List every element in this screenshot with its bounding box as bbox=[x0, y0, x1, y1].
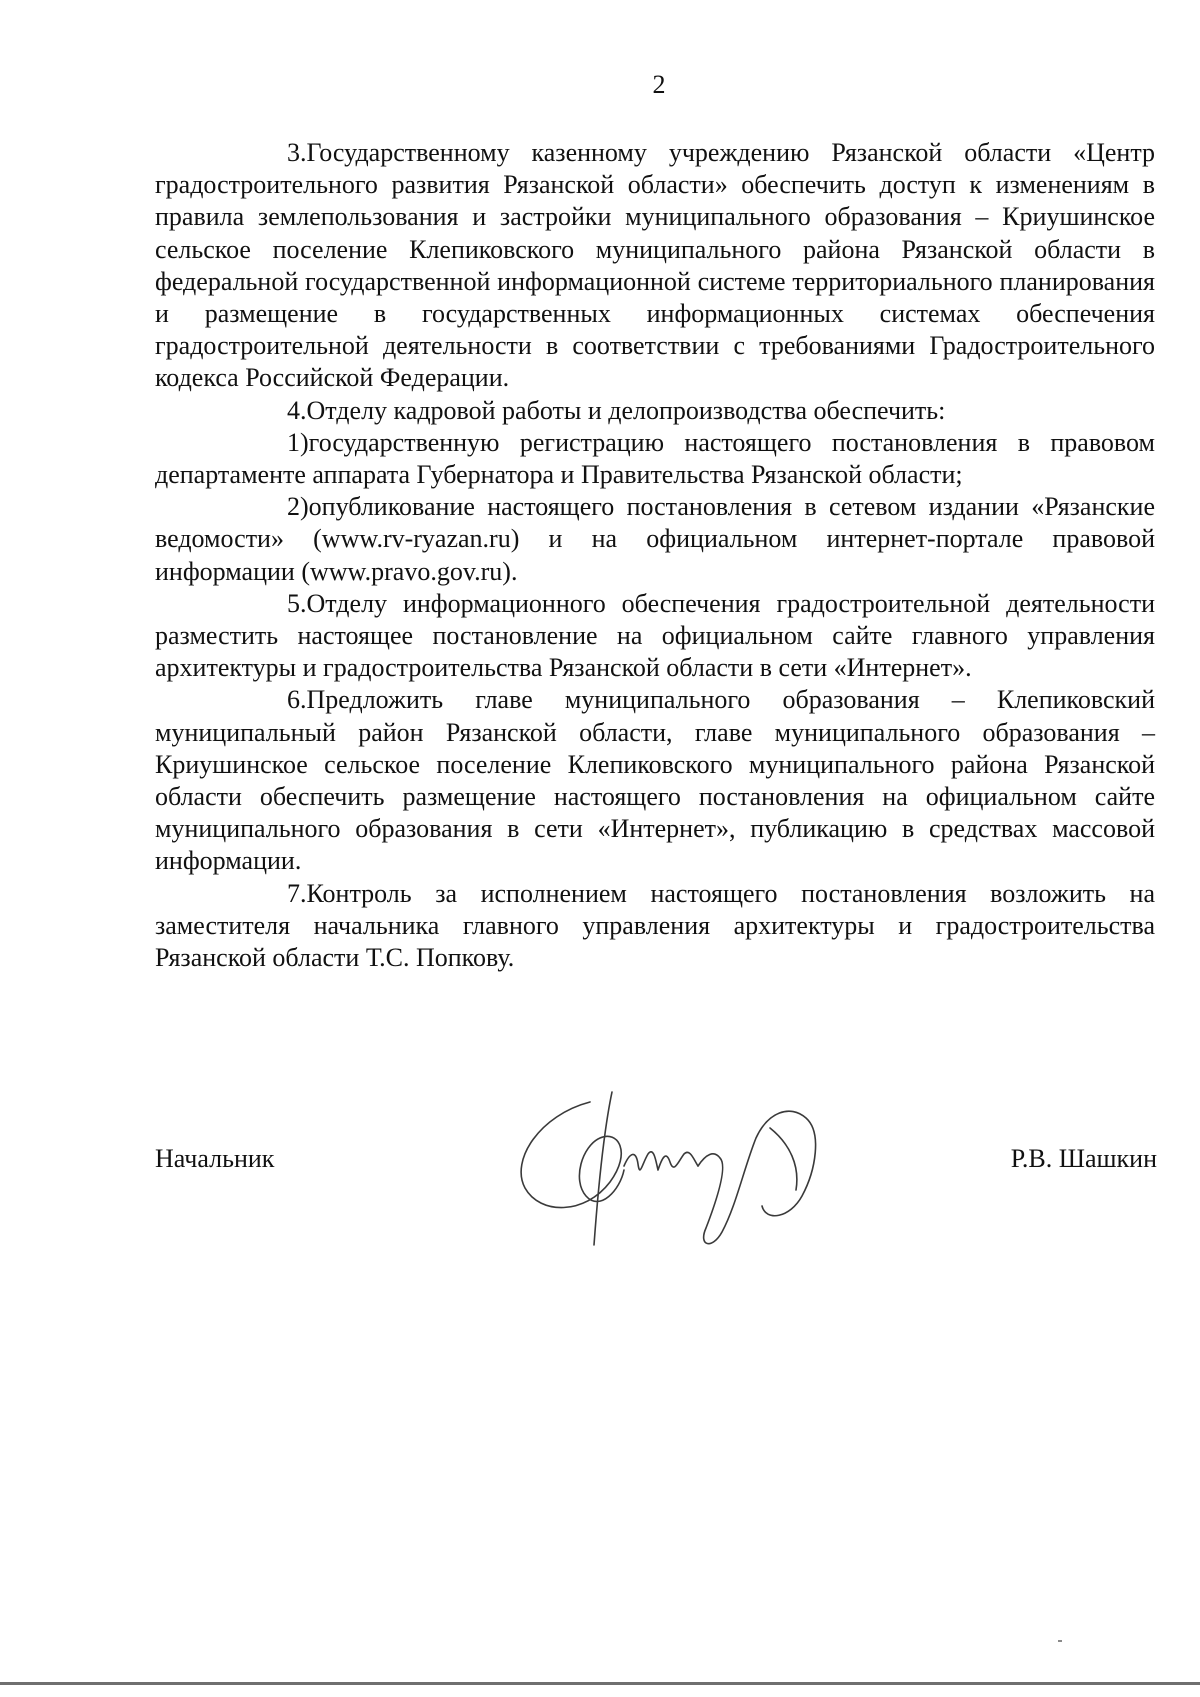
paragraph-number: 7. bbox=[287, 878, 307, 908]
page-number: 2 bbox=[652, 70, 666, 99]
signatory-title: Начальник bbox=[155, 1144, 275, 1173]
paragraph-number: 2) bbox=[287, 492, 309, 522]
paragraph-text: опубликование настоящего постановления в сетевом издании «Рязанские ведомости» (www.rv-ryazan.ru) и на официальном интернет-портале правовой информации (www.pravo.gov.ru). bbox=[155, 492, 1155, 586]
paragraph-number: 4. bbox=[287, 395, 307, 425]
paragraph-number: 1) bbox=[287, 427, 309, 457]
page-bottom-edge bbox=[0, 1682, 1200, 1685]
paragraph-3 bbox=[155, 137, 1155, 395]
paragraph-4-2 bbox=[155, 491, 1155, 588]
signatory-name: Р.В. Шашкин bbox=[1010, 1144, 1157, 1173]
paragraph-7 bbox=[155, 878, 1155, 975]
paragraph-number: 6. bbox=[287, 685, 307, 715]
paragraph-number: 3. bbox=[287, 138, 307, 167]
paragraph-5 bbox=[155, 588, 1155, 685]
paragraph-text: Отделу информационного обеспечения градостроительной деятельности разместить настоящее постановление на официальном сайте главного управления архитектуры и градостроительства Рязанской области в сети «Интернет». bbox=[155, 588, 1155, 683]
paragraph-4 bbox=[155, 395, 1155, 427]
paragraph-text: государственную регистрацию настоящего постановления в правовом департаменте аппарата Губернатора и Правительства Рязанской области; bbox=[155, 427, 1155, 490]
paragraph-number: 5. bbox=[287, 588, 307, 618]
signature-block bbox=[155, 1144, 1157, 1204]
paragraph-text: Государственному казенному учреждению Рязанской области «Центр градостроительного развития Рязанской области» обеспечить доступ к изменениям в правила землепользования и застройки муниципального образования – Криушинское сельское поселение Клепиковского муниципального района Рязанской области в федеральной государственной информационной системе территориального планирования и размещение в государственных информационных системах обеспечения градостроительной деятельности в соответствии с требованиями Градостроительного кодекса Российской Федерации. bbox=[155, 138, 1155, 393]
document-body bbox=[155, 137, 1155, 974]
paragraph-text: Контроль за исполнением настоящего постановления возложить на заместителя начальника главного управления архитектуры и градостроительства Рязанской области Т.С. Попкову. bbox=[155, 878, 1155, 973]
paragraph-text: Отделу кадровой работы и делопроизводства обеспечить: bbox=[306, 395, 946, 425]
paragraph-text: Предложить главе муниципального образования – Клепиковский муниципальный район Рязанской области, главе муниципального образования – Криушинское сельское поселение Клепиковского муниципального района Рязанской области обеспечить размещение настоящего постановления на официальном сайте муниципального образования в сети «Интернет», публикацию в средствах массовой информации. bbox=[155, 685, 1155, 876]
scan-artifact bbox=[1058, 1640, 1062, 1642]
paragraph-6 bbox=[155, 684, 1155, 877]
paragraph-4-1 bbox=[155, 427, 1155, 491]
